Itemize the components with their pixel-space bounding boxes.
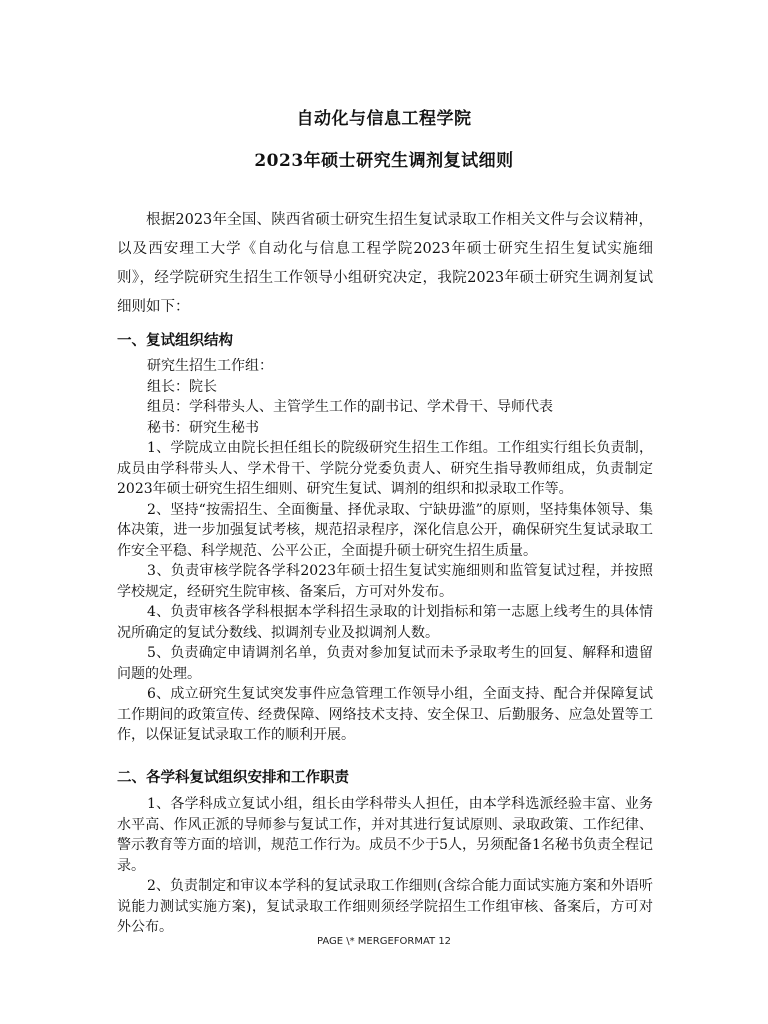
section1-heading: 一、复试组织结构 <box>117 332 233 349</box>
section1-paragraph: 研究生招生工作组： <box>147 358 273 374</box>
section1-paragraph: 组长：院长 <box>147 378 217 395</box>
section2-heading: 二、各学科复试组织安排和工作职责 <box>117 769 349 786</box>
page-footer: PAGE \* MERGEFORMAT 12 <box>316 936 452 947</box>
section1-body <box>117 356 653 746</box>
document-title-line1: 自动化与信息工程学院 <box>296 109 472 129</box>
section1-paragraph: 3、负责审核学院各学科2023年硕士招生复试实施细则和监管复试过程，并按照学校规定，经研究生院审核、备案后，方可对外发布。 <box>117 563 653 600</box>
document-title-line2: 2023年硕士研究生调剂复试细则 <box>254 151 514 171</box>
section2-body <box>117 794 653 938</box>
section1-paragraph: 1、学院成立由院长担任组长的院级研究生招生工作组。工作组实行组长负责制，成员由学科带头人、学术骨干、学院分党委负责人、研究生指导教师组成，负责制定2023年硕士研究生招生细则、研究生复试、调剂的组织和拟录取工作等。 <box>117 440 653 497</box>
section1-paragraph: 5、负责确定申请调剂名单，负责对参加复试而未予录取考生的回复、解释和遗留问题的处理。 <box>117 645 653 682</box>
section1-paragraph: 组员：学科带头人、主管学生工作的副书记、学术骨干、导师代表 <box>147 399 553 415</box>
section1-paragraph: 秘书：研究生秘书 <box>147 419 259 436</box>
section1-paragraph: 6、成立研究生复试突发事件应急管理工作领导小组，全面支持、配合并保障复试工作期间的政策宣传、经费保障、网络技术支持、安全保卫、后勤服务、应急处置等工作，以保证复试录取工作的顺利开展。 <box>117 686 653 743</box>
section1-paragraph: 4、负责审核各学科根据本学科招生录取的计划指标和第一志愿上线考生的具体情况所确定的复试分数线、拟调剂专业及拟调剂人数。 <box>117 604 653 641</box>
intro-paragraph: 根据2023年全国、陕西省硕士研究生招生复试录取工作相关文件与会议精神，以及西安理工大学《自动化与信息工程学院2023年硕士研究生招生复试实施细则》，经学院研究生招生工作领导小组研究决定，我院2023年硕士研究生调剂复试细则如下： <box>117 212 653 315</box>
section2-paragraph: 1、各学科成立复试小组，组长由学科带头人担任，由本学科选派经验丰富、业务水平高、作风正派的导师参与复试工作，并对其进行复试原则、录取政策、工作纪律、警示教育等方面的培训，规范工作行为。成员不少于5人，另须配备1名秘书负责全程记录。 <box>117 796 653 874</box>
section2-paragraph: 2、负责制定和审议本学科的复试录取工作细则(含综合能力面试实施方案和外语听说能力测试实施方案)，复试录取工作细则须经学院招生工作组审核、备案后，方可对外公布。 <box>117 878 653 935</box>
section1-paragraph: 2、坚持“按需招生、全面衡量、择优录取、宁缺毋滥”的原则，坚持集体领导、集体决策，进一步加强复试考核，规范招录程序，深化信息公开，确保研究生复试录取工作安全平稳、科学规范、公平公正，全面提升硕士研究生招生质量。 <box>117 501 653 559</box>
